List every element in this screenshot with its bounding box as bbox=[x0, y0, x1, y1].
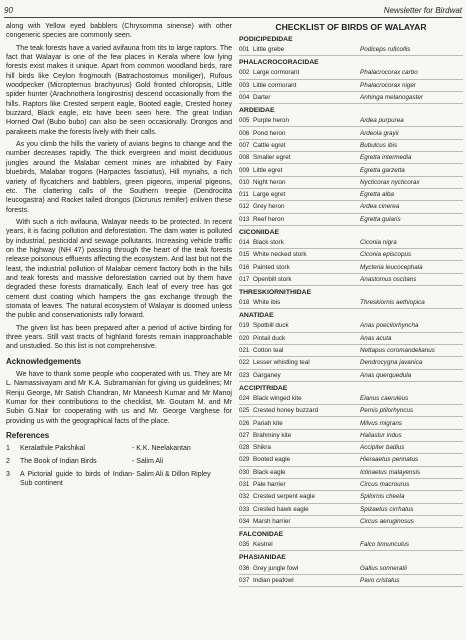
family-heading: PHASIANIDAE bbox=[239, 554, 286, 562]
common-name: Smaller egret bbox=[253, 154, 291, 162]
bird-number: 001 bbox=[239, 46, 250, 54]
scientific-name: Milvus migrans bbox=[360, 419, 402, 427]
bird-number: 035 bbox=[239, 541, 250, 549]
scientific-name: Spilornis cheela bbox=[360, 493, 405, 501]
common-name: Marsh harrier bbox=[253, 517, 291, 525]
checklist-column bbox=[239, 22, 463, 587]
common-name: Pale harrier bbox=[253, 481, 286, 489]
bird-row bbox=[239, 127, 463, 139]
bird-number: 032 bbox=[239, 493, 250, 501]
bird-number: 031 bbox=[239, 481, 250, 489]
paragraph: The teak forests have a varied avifauna from tits to large raptors. The fact that Walayar is one of the few places in Kerala where low lying forests exist makes it unique. Apart from common woodland birds, rare hill birds like Ceylon frogmouth (Batrachostomus moniliger), Rufous woodpecker (Micropternus brachyurus) Gold fronted chloropsis, Little spider hunter (Arachnothera longirostris) descend occasionally from the hills. Raptors like Crested serpent eagle, Booted eagle, Crested honey buzzard, Black eagle, etc have been seen here. The great Indian Horned Owl (Bubo bubo) can also be seen occasionally. Drongos and parakeets make the forests lively with their calls. bbox=[6, 44, 232, 136]
bird-number: 027 bbox=[239, 431, 250, 439]
scientific-name: Phalacrocorax carbo bbox=[360, 69, 418, 77]
bird-row bbox=[239, 115, 463, 127]
bird-row bbox=[239, 214, 463, 226]
family-heading: PHALACROCORACIDAE bbox=[239, 59, 319, 67]
common-name: Black eagle bbox=[253, 468, 286, 476]
acknowledgements-heading: Acknowledgements bbox=[6, 356, 82, 366]
bird-row bbox=[239, 442, 463, 454]
bird-row bbox=[239, 320, 463, 332]
bird-row bbox=[239, 261, 463, 273]
reference-title: Keralathile Pakshikal bbox=[20, 445, 85, 453]
scientific-name: Anas querquedula bbox=[360, 371, 412, 379]
scientific-name: Ictinaetus malayensis bbox=[360, 468, 421, 476]
article-column bbox=[6, 22, 232, 492]
reference-item bbox=[6, 444, 232, 453]
family-heading: ACCIPITRIDAE bbox=[239, 384, 288, 392]
common-name: Grey jungle fowl bbox=[253, 564, 299, 572]
common-name: White necked stork bbox=[253, 251, 307, 259]
bird-number: 006 bbox=[239, 129, 250, 137]
paragraph: The given list has been prepared after a period of active birding for three years. Still vast tracts of highland forests remain inapproachable and unstudied. So this list is not comprehensive. bbox=[6, 324, 232, 351]
common-name: Reef heron bbox=[253, 215, 285, 223]
family-heading: CICONIIDAE bbox=[239, 228, 280, 236]
common-name: Spotbill duck bbox=[253, 322, 289, 330]
bird-row bbox=[239, 189, 463, 201]
bird-number: 008 bbox=[239, 154, 250, 162]
scientific-name: Anhinga melanogaster bbox=[360, 94, 424, 102]
bird-number: 017 bbox=[239, 275, 250, 283]
common-name: Cotton teal bbox=[253, 347, 284, 355]
scientific-name: Egretta garzetta bbox=[360, 166, 405, 174]
scientific-name: Phalacrocorax niger bbox=[360, 81, 417, 89]
bird-number: 007 bbox=[239, 141, 250, 149]
bird-row bbox=[239, 80, 463, 92]
bird-number: 009 bbox=[239, 166, 250, 174]
common-name: Little grebe bbox=[253, 46, 285, 54]
bird-number: 036 bbox=[239, 564, 250, 572]
reference-number: 1 bbox=[6, 445, 10, 453]
common-name: Little cormorant bbox=[253, 81, 297, 89]
scientific-name: Haliastur indus bbox=[360, 431, 402, 439]
bird-number: 014 bbox=[239, 239, 250, 246]
common-name: Black winged kite bbox=[253, 394, 302, 402]
common-name: Lesser whistling teal bbox=[253, 359, 310, 367]
family-heading: PODICIPEDIDAE bbox=[239, 36, 293, 43]
common-name: Crested honey buzzard bbox=[253, 407, 319, 415]
common-name: Pariah kite bbox=[253, 419, 283, 427]
bird-row bbox=[239, 152, 463, 164]
bird-number: 033 bbox=[239, 505, 250, 513]
reference-number: 3 bbox=[6, 471, 10, 479]
reference-list bbox=[6, 444, 232, 488]
bird-row bbox=[239, 405, 463, 417]
bird-number: 028 bbox=[239, 444, 250, 452]
bird-number: 037 bbox=[239, 576, 250, 584]
paragraph: With such a rich avifauna, Walayar needs to be protected. In recent years, it is facing pollution and deforestation. The dam water is polluted by industrial, pesticidal and sewage pollutants. Increasing vehicle traffic on the highway (NH 47) passing through the heart of the teak forests release poisonous effluents affecting the ecosystem. And last but not the least, the industrial pollution of Malabar cement factory both in the hills and teak forests and massive deforestation carried out by them have degraded these forests dramatically. Each leaf of every tree has got cement dust coating which hampers the gas exchange through the stomata of leaves. The natural ecosystem of Walayar is doomed unless the public and conservationists rally forward. bbox=[6, 218, 232, 320]
common-name: Large cormorant bbox=[253, 69, 300, 77]
paragraph: along with Yellow eyed babblers (Chrysomma sinense) with other congeneric species are commonly seen. bbox=[6, 23, 232, 40]
family-heading: ANATIDAE bbox=[239, 312, 274, 320]
bird-row bbox=[239, 575, 463, 587]
scientific-name: Egretta gularis bbox=[360, 215, 401, 223]
common-name: Brahminy kite bbox=[253, 431, 292, 439]
scientific-name: Ardea purpurea bbox=[360, 117, 404, 125]
bird-row bbox=[239, 430, 463, 442]
page-header bbox=[4, 4, 462, 18]
scientific-name: Spizaetus cirrhatus bbox=[360, 505, 414, 513]
scientific-name: Nycticorax nycticorax bbox=[360, 178, 420, 186]
bird-number: 034 bbox=[239, 517, 250, 525]
bird-row bbox=[239, 467, 463, 479]
reference-title: A Pictorial guide to birds of Indian Sub continent bbox=[20, 471, 132, 488]
bird-row bbox=[239, 454, 463, 466]
scientific-name: Circus aeruginosus bbox=[360, 517, 414, 525]
bird-number: 021 bbox=[239, 347, 250, 355]
common-name: Crested hawk eagle bbox=[253, 505, 309, 513]
page-number: 90 bbox=[4, 6, 13, 15]
bird-number: 020 bbox=[239, 334, 250, 342]
bird-row bbox=[239, 370, 463, 382]
bird-row bbox=[239, 504, 463, 516]
common-name: Garganey bbox=[253, 371, 281, 379]
common-name: Cattle egret bbox=[253, 141, 286, 149]
bird-number: 012 bbox=[239, 203, 250, 211]
bird-row bbox=[239, 201, 463, 213]
bird-number: 026 bbox=[239, 419, 250, 427]
common-name: Darter bbox=[253, 94, 271, 102]
bird-number: 010 bbox=[239, 178, 250, 186]
bird-row bbox=[239, 393, 463, 405]
common-name: Pintail duck bbox=[253, 334, 286, 342]
bird-number: 013 bbox=[239, 215, 250, 223]
bird-row bbox=[239, 516, 463, 528]
scientific-name: Anas acuta bbox=[360, 334, 392, 342]
bird-number: 018 bbox=[239, 299, 250, 307]
bird-row bbox=[239, 357, 463, 369]
bird-number: 023 bbox=[239, 371, 250, 379]
bird-row bbox=[239, 237, 463, 249]
scientific-name: Anas poecilorhyncha bbox=[360, 322, 419, 330]
scientific-name: Egretta intermedia bbox=[360, 154, 412, 162]
common-name: Night heron bbox=[253, 178, 286, 186]
bird-number: 002 bbox=[239, 69, 250, 77]
common-name: Painted stork bbox=[253, 263, 290, 271]
bird-row bbox=[239, 491, 463, 503]
scientific-name: Bubulcus ibis bbox=[360, 141, 398, 149]
scientific-name: Nettapus coromandelianus bbox=[360, 347, 435, 355]
bird-row bbox=[239, 345, 463, 357]
paragraph: As you climb the hills the variety of avians begins to change and the number decreases rapidly. The thick evergreen and moist deciduous jungles around the Malabar cement mines are inhabited by Fairy bluebirds, Malabar trogons (Harpactes fasciatus), Hill mynahs, a rich variety of flycatchers and babblers, green pigeons, imperial pigeons, etc. The clattering calls of the Southern treepie (Dendrocitta leucogastra) and Racket tailed drongos (Dicrurus remifer) enliven these forests. bbox=[6, 141, 232, 214]
common-name: Kestrel bbox=[253, 541, 273, 549]
scientific-name: Pavo cristatus bbox=[360, 576, 400, 584]
common-name: Little egret bbox=[253, 166, 283, 174]
scientific-name: Ciconia episcopus bbox=[360, 251, 412, 259]
common-name: Pond heron bbox=[253, 129, 286, 137]
scientific-name: Ardeola grayii bbox=[360, 129, 399, 137]
reference-item bbox=[6, 470, 232, 488]
scientific-name: Accipiter badius bbox=[360, 444, 405, 452]
bird-row bbox=[239, 140, 463, 152]
bird-row bbox=[239, 67, 463, 79]
scientific-name: Podiceps ruficollis bbox=[360, 46, 411, 54]
bird-number: 030 bbox=[239, 468, 250, 476]
reference-title: The Book of Indian Birds bbox=[20, 458, 97, 466]
bird-number: 004 bbox=[239, 94, 250, 102]
family-heading: ARDEIDAE bbox=[239, 107, 275, 115]
bird-number: 011 bbox=[239, 191, 249, 199]
reference-number: 2 bbox=[6, 458, 10, 466]
bird-row bbox=[239, 92, 463, 104]
bird-row bbox=[239, 539, 463, 551]
bird-number: 015 bbox=[239, 251, 250, 259]
common-name: Black stork bbox=[253, 239, 284, 246]
reference-author: - K.K. Neelakantan bbox=[132, 445, 191, 453]
scientific-name: Hieraaetus pennatus bbox=[360, 456, 419, 464]
bird-row bbox=[239, 297, 463, 309]
reference-item bbox=[6, 457, 232, 466]
scientific-name: Egretta alba bbox=[360, 191, 394, 199]
family-heading: FALCONIDAE bbox=[239, 531, 284, 539]
bird-row bbox=[239, 164, 463, 176]
common-name: Grey heron bbox=[253, 203, 285, 211]
references-heading: References bbox=[6, 431, 50, 441]
scientific-name: Gallus sonneratii bbox=[360, 564, 407, 572]
reference-author: - Salim Ali & Dillon Ripley bbox=[132, 471, 211, 479]
family-heading: THRESKIORNITHIDAE bbox=[239, 289, 312, 297]
bird-row bbox=[239, 417, 463, 429]
bird-number: 019 bbox=[239, 322, 250, 330]
reference-author: - Salim Ali bbox=[132, 458, 164, 466]
bird-number: 016 bbox=[239, 263, 250, 271]
bird-row bbox=[239, 479, 463, 491]
common-name: Shikra bbox=[253, 444, 271, 452]
scientific-name: Ardea cinerea bbox=[360, 203, 400, 211]
bird-row bbox=[239, 562, 463, 574]
bird-number: 025 bbox=[239, 407, 250, 415]
bird-number: 029 bbox=[239, 456, 250, 464]
common-name: Large egret bbox=[253, 191, 286, 199]
publication-title: Newsletter for Birdwat bbox=[383, 6, 462, 15]
scientific-name: Ciconia nigra bbox=[360, 239, 397, 246]
acknowledgements-text: We have to thank some people who cooperated with us. They are Mr L. Namassivayam and Mr K.A. Subramanian for giving us guidelines; Mr Renju George, Mr Satish Chandran, Mr Maneesh Kumar and Mr Manoj Kumar for their contributions to the checklist, Mr. Goutam M. and Mr Subin G.Nair for cooperating with us and Mr. George Varghese for providing us with the geographical facts of the place. bbox=[6, 371, 232, 425]
bird-number: 024 bbox=[239, 394, 250, 402]
bird-number: 022 bbox=[239, 359, 250, 367]
bird-row bbox=[239, 249, 463, 261]
checklist-title: CHECKLIST OF BIRDS OF WALAYAR bbox=[275, 22, 427, 32]
scientific-name: Anastomus oscitans bbox=[360, 275, 417, 283]
checklist-table bbox=[239, 35, 463, 587]
scientific-name: Dendrocygna javanica bbox=[360, 359, 423, 367]
bird-row bbox=[239, 44, 463, 56]
common-name: Crested serpent eagle bbox=[253, 493, 315, 501]
bird-number: 003 bbox=[239, 81, 250, 89]
bird-number: 005 bbox=[239, 117, 250, 125]
header-rule bbox=[4, 17, 462, 18]
common-name: Openbill stork bbox=[253, 275, 292, 283]
scientific-name: Mycteria leucocephala bbox=[360, 263, 423, 271]
common-name: Purple heron bbox=[253, 117, 290, 125]
scientific-name: Falco tinnunculus bbox=[360, 541, 410, 549]
common-name: Booted eagle bbox=[253, 456, 291, 464]
scientific-name: Circus macrourus bbox=[360, 481, 410, 489]
bird-row bbox=[239, 177, 463, 189]
scientific-name: Elanus caeruleus bbox=[360, 394, 409, 402]
scientific-name: Threskiornis aethiopica bbox=[360, 299, 425, 307]
bird-row bbox=[239, 274, 463, 286]
common-name: Indian peafowl bbox=[253, 576, 294, 584]
bird-row bbox=[239, 333, 463, 345]
scientific-name: Pernis ptilorhyncus bbox=[360, 407, 414, 415]
common-name: White ibis bbox=[253, 299, 281, 307]
